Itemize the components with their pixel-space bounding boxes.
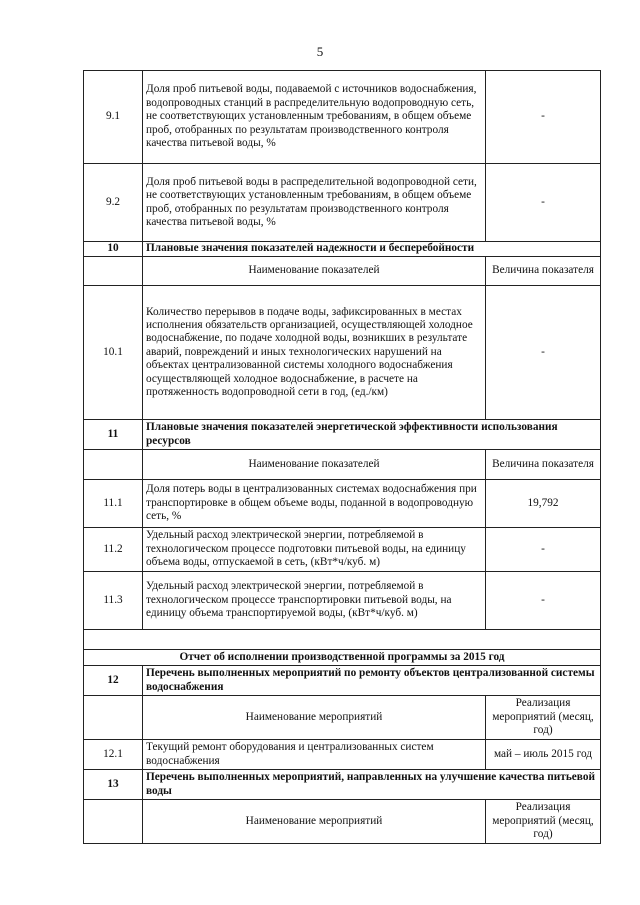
page-number: 5: [316, 44, 324, 59]
indicator-value: -: [486, 528, 601, 572]
header-row: [84, 450, 601, 480]
section-title: Плановые значения показателей надежности и бесперебойности: [143, 242, 601, 257]
activity-name: Текущий ремонт оборудования и централизованных систем водоснабжения: [143, 740, 486, 770]
indicator-name: Доля проб питьевой воды, подаваемой с источников водоснабжения, водопроводных станций в распределительную водопроводную сеть, не соответствующих установленным требованиям, в общем объеме проб, отобранных по результатам производственного контроля качества питьевой воды, %: [143, 71, 486, 164]
activity-period: май – июль 2015 год: [486, 740, 601, 770]
indicator-value: -: [486, 286, 601, 420]
empty-cell: [84, 800, 143, 844]
indicator-name: Удельный расход электрической энергии, потребляемой в технологическом процессе транспортировки питьевой воды, на единицу объема транспортируемой воды, (кВт*ч/куб. м): [143, 572, 486, 630]
indicator-value: 19,792: [486, 480, 601, 528]
section-number: 13: [84, 770, 143, 800]
row-number: 11.3: [84, 572, 143, 630]
empty-cell: [84, 630, 601, 650]
row-number: 12.1: [84, 740, 143, 770]
indicator-name: Доля проб питьевой воды в распределительной водопроводной сети, не соответствующих установленным требованиям, в общем объеме проб, отобранных по результатам производственного контроля качества питьевой воды, %: [143, 164, 486, 242]
column-header-name: Наименование мероприятий: [143, 696, 486, 740]
indicator-name: Количество перерывов в подаче воды, зафиксированных в местах исполнения обязательств организацией, осуществляющей холодное водоснабжение, по подаче холодной воды, возникших в результате аварий, повреждений и иных технологических нарушений на объектах централизованной системы холодного водоснабжения осуществляющей холодное водоснабжение, в расчете на протяженность водопроводной сети в год, (ед./км): [143, 286, 486, 420]
indicator-name: Удельный расход электрической энергии, потребляемой в технологическом процессе подготовки питьевой воды, на единицу объема воды, отпускаемой в сеть, (кВт*ч/куб. м): [143, 528, 486, 572]
table-row: [84, 164, 601, 242]
table-row: [84, 572, 601, 630]
section-row: [84, 420, 601, 450]
table-row: [84, 286, 601, 420]
section-row: [84, 242, 601, 257]
empty-cell: [84, 450, 143, 480]
row-number: 11.2: [84, 528, 143, 572]
column-header-value: Величина показателя: [486, 257, 601, 286]
column-header-name: Наименование показателей: [143, 450, 486, 480]
section-row: [84, 770, 601, 800]
row-number: 9.2: [84, 164, 143, 242]
table-row: [84, 480, 601, 528]
report-title: Отчет об исполнении производственной программы за 2015 год: [84, 650, 601, 666]
section-title: Плановые значения показателей энергетической эффективности использования ресурсов: [143, 420, 601, 450]
section-number: 12: [84, 666, 143, 696]
column-header-name: Наименование мероприятий: [143, 800, 486, 844]
column-header-name: Наименование показателей: [143, 257, 486, 286]
spacer-row: [84, 630, 601, 650]
indicator-value: -: [486, 71, 601, 164]
indicator-value: -: [486, 572, 601, 630]
column-header-value: Величина показателя: [486, 450, 601, 480]
indicators-table: [83, 70, 601, 844]
section-number: 11: [84, 420, 143, 450]
indicator-value: -: [486, 164, 601, 242]
section-row: [84, 666, 601, 696]
indicator-name: Доля потерь воды в централизованных системах водоснабжения при транспортировке в общем объеме воды, поданной в водопроводную сеть, %: [143, 480, 486, 528]
empty-cell: [84, 696, 143, 740]
table-row: [84, 528, 601, 572]
header-row: [84, 800, 601, 844]
row-number: 11.1: [84, 480, 143, 528]
section-number: 10: [84, 242, 143, 257]
report-title-row: [84, 650, 601, 666]
table-row: [84, 71, 601, 164]
empty-cell: [84, 257, 143, 286]
header-row: [84, 257, 601, 286]
column-header-value: Реализация мероприятий (месяц, год): [486, 696, 601, 740]
row-number: 9.1: [84, 71, 143, 164]
column-header-value: Реализация мероприятий (месяц, год): [486, 800, 601, 844]
section-title: Перечень выполненных мероприятий, направленных на улучшение качества питьевой воды: [143, 770, 601, 800]
table-row: [84, 740, 601, 770]
section-title: Перечень выполненных мероприятий по ремонту объектов централизованной системы водоснабжения: [143, 666, 601, 696]
row-number: 10.1: [84, 286, 143, 420]
header-row: [84, 696, 601, 740]
